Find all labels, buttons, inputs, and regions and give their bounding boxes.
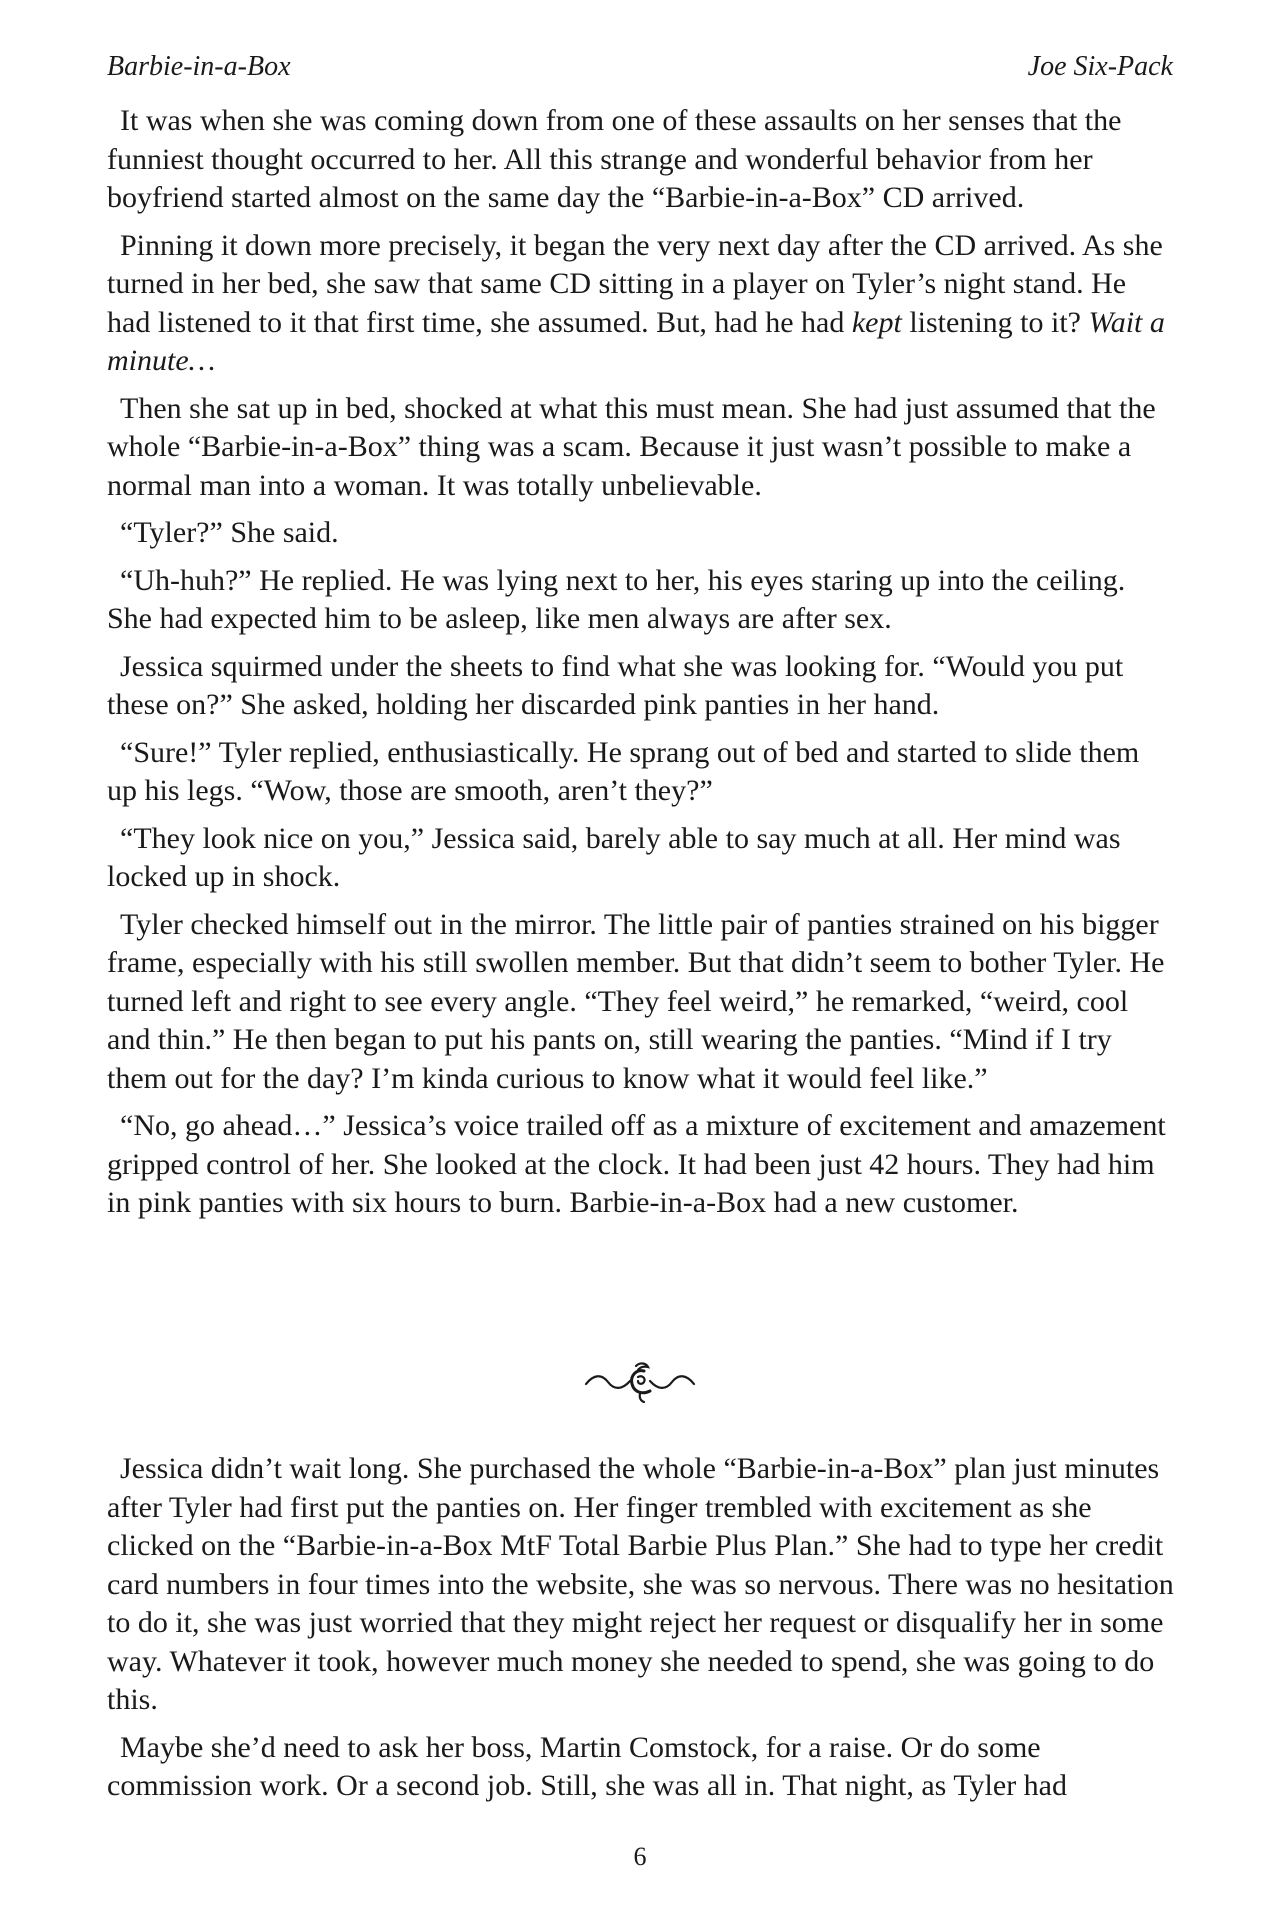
paragraph: “They look nice on you,” Jessica said, barely able to say much at all. Her mind was locked up in shock. — [107, 821, 1121, 893]
paragraph: “Sure!” Tyler replied, enthusiastically. He sprang out of bed and started to slide them up his legs. “Wow, those are smooth, aren’t they?” — [107, 735, 1140, 807]
body-text-section-1 — [107, 102, 1176, 1232]
paragraph: Jessica didn’t wait long. She purchased the whole “Barbie-in-a-Box” plan just minutes after Tyler had first put the panties on. Her finger trembled with excitement as she clicked on the “Barbie-in-a-Box MtF Total Barbie Plus Plan.” She had to type her credit card numbers in four times into the website, she was so nervous. There was no hesitation to do it, she was just worried that they might reject her request or disqualify her in some way. Whatever it took, however much money she needed to spend, she was going to do this. — [107, 1452, 1174, 1716]
paragraph: Tyler checked himself out in the mirror. The little pair of panties strained on his bigger frame, especially with his still swollen member. But that didn’t seem to bother Tyler. He turned left and right to see every angle. “They feel weird,” he remarked, “weird, cool and thin.” He then began to put his pants on, still wearing the panties. “Mind if I try them out for the day? I’m kinda curious to know what it would feel like.” — [107, 907, 1165, 1095]
emphasis-text: kept — [851, 305, 902, 339]
paragraph: Then she sat up in bed, shocked at what this must mean. She had just assumed that the whole “Barbie-in-a-Box” thing was a scam. Because it just wasn’t possible to make a normal man into a woman. It was totally unbelievable. — [107, 391, 1156, 502]
paragraph — [107, 227, 1176, 381]
emphasis-text: Wait a minute… — [107, 305, 1165, 377]
running-header — [107, 50, 1173, 84]
page-number: 6 — [633, 1842, 647, 1871]
paragraph: “No, go ahead…” Jessica’s voice trailed off as a mixture of excitement and amazement gripped control of her. She looked at the clock. It had been just 42 hours. They had him in pink panties with six hours to burn. Barbie-in-a-Box had a new customer. — [107, 1109, 1166, 1219]
body-text-section-2 — [107, 1450, 1176, 1815]
paragraph: It was when she was coming down from one of these assaults on her senses that the funniest thought occurred to her. All this strange and wonderful behavior from her boyfriend started almost on the same day the “Barbie-in-a-Box” CD arrived. — [107, 104, 1122, 214]
paragraph: Maybe she’d need to ask her boss, Martin Comstock, for a raise. Or do some commission work. Or a second job. Still, she was all in. That night, as Tyler had — [107, 1730, 1067, 1802]
fleuron-ornament-icon — [540, 1350, 740, 1410]
paragraph: “Uh-huh?” He replied. He was lying next to her, his eyes staring up into the ceiling. She had expected him to be asleep, like men always are after sex. — [107, 563, 1126, 635]
paragraph: Jessica squirmed under the sheets to find what she was looking for. “Would you put these on?” She asked, holding her discarded pink panties in her hand. — [107, 649, 1124, 721]
header-author: Joe Six-Pack — [1027, 51, 1173, 82]
paragraph: “Tyler?” She said. — [120, 516, 339, 549]
header-book-title: Barbie-in-a-Box — [107, 51, 291, 82]
paragraph-text: listening to it? — [901, 305, 1089, 339]
paragraph-text: Pinning it down more precisely, it began the very next day after the CD arrived. As she turned in her bed, she saw that same CD sitting in a player on Tyler’s night stand. He had listened to it that first time, she assumed. But, had he had — [107, 228, 1163, 339]
